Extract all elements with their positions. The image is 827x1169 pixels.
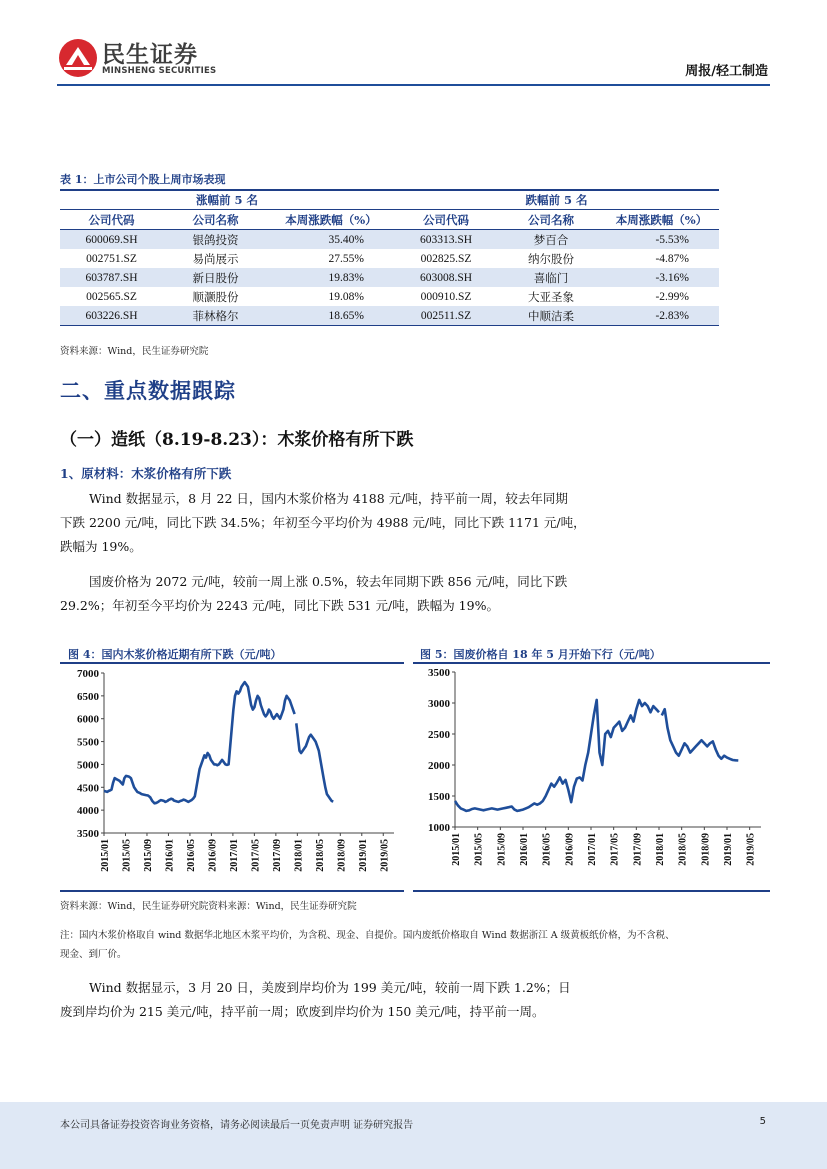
col-header: 公司名称 <box>163 210 268 230</box>
y-tick-label: 2500 <box>428 729 450 741</box>
x-tick-label: 2015/05 <box>473 833 485 866</box>
table-cell: 002565.SZ <box>86 290 137 303</box>
y-tick-label: 6000 <box>77 713 99 726</box>
subsection-heading: （一）造纸（8.19-8.23）：木浆价格有所下跌 <box>60 430 414 450</box>
x-tick-label: 2019/05 <box>745 833 757 866</box>
header-divider <box>57 84 770 86</box>
performance-table <box>60 190 719 326</box>
figure-note <box>60 926 772 964</box>
report-type: 周报/轻工制造 <box>685 64 768 79</box>
waste-paper-price-chart <box>413 664 770 890</box>
x-tick-label: 2017/05 <box>250 839 262 872</box>
x-tick-label: 2016/09 <box>207 839 219 872</box>
logo-text-cn: 民生证券 <box>102 42 198 68</box>
table-cell: 喜临门 <box>498 268 604 287</box>
note-line: 注：国内木浆价格取自 wind 数据华北地区木浆平均价，为含税、现金、自提价。国内废纸价格取自 Wind 数据浙江 A 级黄板纸价格，为不含税、 <box>60 930 675 941</box>
table-cell: 27.55% <box>328 252 364 265</box>
x-tick-label: 2017/09 <box>632 833 644 866</box>
y-tick-label: 3500 <box>77 828 99 840</box>
table-cell: -3.16% <box>604 268 719 287</box>
table-cell: 002511.SZ <box>394 306 498 326</box>
x-tick-label: 2018/09 <box>700 833 712 866</box>
table-row <box>60 268 719 287</box>
fig4-bottom-rule <box>60 890 404 892</box>
x-tick-label: 2019/05 <box>379 839 391 872</box>
group-down-label: 跌幅前 5 名 <box>525 192 588 207</box>
x-tick-label: 2018/01 <box>655 833 666 866</box>
x-tick-label: 2015/09 <box>142 839 154 872</box>
col-header: 公司代码 <box>394 210 498 230</box>
logo-text-en: MINSHENG SECURITIES <box>102 66 217 76</box>
table-cell: 603226.SH <box>60 306 163 326</box>
section-heading: 二、重点数据跟踪 <box>60 378 236 403</box>
y-tick-label: 3000 <box>428 698 450 710</box>
fig5-bottom-rule <box>413 890 770 892</box>
footer-band <box>0 1102 827 1169</box>
x-tick-label: 2019/01 <box>723 833 734 866</box>
y-tick-label: 4000 <box>77 805 99 818</box>
col-header: 本周涨跌幅（%） <box>268 210 394 230</box>
figure-source: 资料来源：Wind，民生证券研究院资料来源：Wind，民生证券研究院 <box>60 901 357 912</box>
y-tick-label: 4500 <box>77 782 99 795</box>
table-row <box>60 249 719 268</box>
series-line <box>455 700 659 811</box>
text-line: 下跌 2200 元/吨，同比下跌 34.5%；年初至今平均价为 4988 元/吨，同比下跌 1171 元/吨， <box>60 515 586 530</box>
text-line: Wind 数据显示，8 月 22 日，国内木浆价格为 4188 元/吨，持平前一周，较去年同期 <box>89 491 568 506</box>
x-tick-label: 2018/05 <box>677 833 689 866</box>
y-tick-label: 3500 <box>428 667 450 679</box>
table-cell: 顺灏股份 <box>192 289 239 304</box>
y-tick-label: 5500 <box>77 736 99 749</box>
table-cell: 600069.SH <box>60 230 163 250</box>
table-cell: -5.53% <box>604 230 719 250</box>
table-cell: 35.40% <box>268 230 394 250</box>
y-tick-label: 7000 <box>77 668 99 680</box>
table-cell: 易尚展示 <box>192 251 239 266</box>
y-tick-label: 5000 <box>77 759 99 772</box>
x-tick-label: 2016/09 <box>564 833 576 866</box>
table-cell: 603787.SH <box>60 268 163 287</box>
table-cell: 603008.SH <box>394 268 498 287</box>
text-line: 国废价格为 2072 元/吨，较前一周上涨 0.5%，较去年同期下跌 856 元/吨，同比下跌 <box>89 574 568 589</box>
fig4-title: 图 4：国内木浆价格近期有所下跌（元/吨） <box>68 648 282 661</box>
x-tick-label: 2017/09 <box>271 839 283 872</box>
pulp-price-chart <box>60 664 404 890</box>
x-tick-label: 2018/09 <box>336 839 348 872</box>
minsheng-logo-icon <box>58 38 98 78</box>
x-tick-label: 2016/01 <box>164 839 176 872</box>
table-source: 资料来源：Wind，民生证券研究院 <box>60 346 209 357</box>
x-tick-label: 2015/05 <box>121 839 133 872</box>
x-tick-label: 2015/01 <box>100 839 111 872</box>
table-cell: 梦百合 <box>498 230 604 250</box>
topic-heading: 1、原材料：木浆价格有所下跌 <box>60 466 232 481</box>
x-tick-label: 2016/05 <box>541 833 553 866</box>
table-cell: -2.99% <box>655 290 689 303</box>
fig5-title: 图 5：国废价格自 18 年 5 月开始下行（元/吨） <box>420 648 661 661</box>
table-cell: 新日股份 <box>163 268 268 287</box>
col-header: 本周涨跌幅（%） <box>604 210 719 230</box>
paragraph-pulp <box>60 487 740 559</box>
table-cell: 19.83% <box>268 268 394 287</box>
table-row <box>60 287 719 306</box>
x-tick-label: 2017/01 <box>228 839 240 872</box>
table-cell: 纳尔股份 <box>528 251 574 266</box>
table-title: 表 1：上市公司个股上周市场表现 <box>60 173 226 186</box>
brand-logo <box>58 36 218 80</box>
table-cell: 19.08% <box>328 290 364 303</box>
x-tick-label: 2017/01 <box>587 833 598 866</box>
table-cell: 大亚圣象 <box>528 289 574 304</box>
x-tick-label: 2018/05 <box>314 839 326 872</box>
table-group-row <box>60 190 719 210</box>
group-up-label: 涨幅前 5 名 <box>195 192 258 207</box>
table-cell: 603313.SH <box>394 230 498 250</box>
table-row <box>60 306 719 326</box>
table-cell: -4.87% <box>655 252 689 265</box>
x-tick-label: 2015/01 <box>451 833 462 866</box>
series-line <box>662 709 739 760</box>
col-header: 公司名称 <box>498 210 604 230</box>
table-cell: 000910.SZ <box>420 290 472 303</box>
table-cell: 002751.SZ <box>86 252 137 265</box>
x-tick-label: 2017/05 <box>609 833 621 866</box>
x-tick-label: 2016/05 <box>185 839 197 872</box>
table-cell: 002825.SZ <box>420 252 472 265</box>
table-cell: 菲林格尔 <box>163 306 268 326</box>
y-tick-label: 2000 <box>428 760 450 772</box>
text-line: Wind 数据显示，3 月 20 日，美废到岸均价为 199 美元/吨，较前一周下跌 1.2%；日 <box>89 980 571 995</box>
paragraph-import-waste <box>60 976 740 1024</box>
text-line: 29.2%；年初至今平均价为 2243 元/吨，同比下跌 531 元/吨，跌幅为 19%。 <box>60 598 499 613</box>
text-line: 废到岸均价为 215 美元/吨，持平前一周；欧废到岸均价为 150 美元/吨，持平前一周。 <box>60 1004 545 1019</box>
y-tick-label: 1500 <box>428 791 450 803</box>
y-tick-label: 6500 <box>77 690 99 703</box>
x-tick-label: 2015/09 <box>496 833 508 866</box>
footer-disclaimer: 本公司具备证券投资咨询业务资格，请务必阅读最后一页免责声明 证券研究报告 <box>60 1120 414 1131</box>
x-tick-label: 2016/01 <box>519 833 530 866</box>
paragraph-waste-paper <box>60 570 740 618</box>
series-line <box>296 723 333 801</box>
table-row <box>60 230 719 250</box>
series-line <box>104 682 295 803</box>
table-cell: 银鸽投资 <box>163 230 268 250</box>
page-number: 5 <box>759 1116 766 1127</box>
table-cell: 中顺洁柔 <box>498 306 604 326</box>
table-header-row <box>60 210 719 230</box>
x-tick-label: 2019/01 <box>357 839 369 872</box>
note-line: 现金、到厂价。 <box>60 949 127 960</box>
table-cell: 18.65% <box>268 306 394 326</box>
table-cell: -2.83% <box>604 306 719 326</box>
col-header: 公司代码 <box>60 210 163 230</box>
x-tick-label: 2018/01 <box>293 839 305 872</box>
text-line: 跌幅为 19%。 <box>60 539 142 554</box>
y-tick-label: 1000 <box>428 822 450 834</box>
